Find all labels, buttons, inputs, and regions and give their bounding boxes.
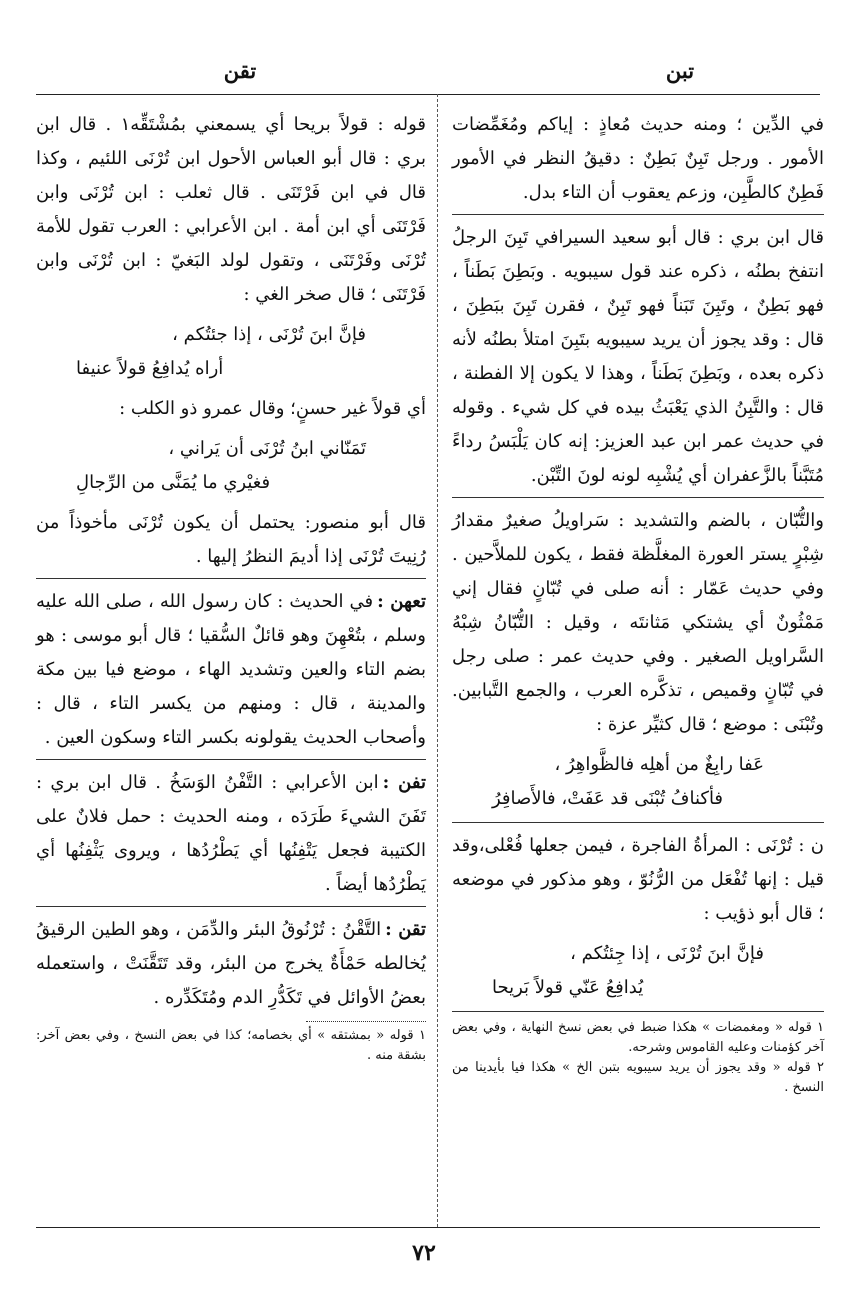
- verse: [36, 318, 426, 386]
- entry-taqan: [36, 913, 426, 1015]
- headword: تفن :: [382, 772, 426, 793]
- headword: تقن :: [385, 919, 427, 940]
- verse-line: فأكنافُ تُبْنَى قد عَفَتْ، فالأَصافِرُ: [492, 788, 724, 809]
- footnote-separator: [452, 1011, 824, 1012]
- footnote: ٢ قوله « وقد يجوز أن يريد سيبويه بتبن الخ » هكذا فيا بأيدينا من النسخ .: [452, 1060, 824, 1095]
- verse-line: تَمَنّاني ابنُ تُرْنَى أن يَراني ،: [168, 438, 366, 459]
- verse: [452, 748, 824, 816]
- left-column: [36, 108, 426, 1066]
- verse-line: عَفا رابِغٌ من أهلِه فالظَّواهِرُ ،: [554, 754, 764, 775]
- verse: [36, 432, 426, 500]
- entry-separator: [452, 497, 824, 498]
- entry-tafan: [36, 766, 426, 902]
- running-head-left: تقن: [223, 58, 257, 83]
- entry-text: أي قولاً غير حسنٍ؛ وقال عمرو ذو الكلب :: [119, 398, 426, 419]
- verse-line: أراه يُدافِعُ قولاً عنيفا: [76, 358, 224, 379]
- entry-body: في الحديث : كان رسول الله ، صلى الله عليه وسلم ، بتُعْهِنَ وهو قائلٌ السُّقيا ؛ قال أبو موسى : هو بضم التاء والعين وتشديد الهاء ، موضع فيا بين مكة والمدينة ، قال : ومنهم من يكسر التاء ، قال : وأصحاب الحديث يقولونه بكسر التاء وسكون العين .: [36, 591, 426, 748]
- entry-text: ن : تُرْنَى : المرأةُ الفاجرة ، فيمن جعلها فُعْلى،وقد قيل : إنها تُفْعَل من الرُّنُوّ ، وهو مذكور في موضعه ؛ قال أبو ذؤيب :: [452, 835, 824, 924]
- entry-separator: [452, 214, 824, 215]
- running-head-right: تبن: [665, 58, 695, 83]
- column-divider: [437, 94, 438, 1227]
- right-column: [452, 108, 824, 1098]
- entry-text: قال ابن بري : قال أبو سعيد السيرافي تَبِنَ الرجلُ انتفخ بطنُه ، ذكره عند قول سيبويه . وبَطِنَ بَطَناً ، فهو بَطِنٌ ، وتَبِنَ تَبَناً فهو تَبِنٌ ، فقرن تَبِنَ ببَطِنَ ، قال : وقد يجوز أن يريد سيبويه بتَبِنَ امتلأ بطنُه لأنه ذكره بعده ، وبَطِنَ بَطَناً ، وهذا لا يكون إلا الفطنة ، قال : والتَّبِنُ الذي يَعْبَثُ بيده في كل شيء . وقوله في حديث عمر ابن عبد العزيز: إنه كان يَلْبَسُ رداءً مُتَبَّناً بالزَّعفران أي يُشْبِه لونه لونَ التِّبْن.: [452, 227, 824, 486]
- entry-separator: [36, 906, 426, 907]
- entry-text: قال أبو منصور: يحتمل أن يكون تُرْنَى مأخوذاً من رُنِيتَ تُرْنَى إذا أديمَ النظرُ إليها .: [36, 512, 426, 567]
- top-rule: [36, 94, 820, 95]
- verse-line: يُدافِعُ عَنّي قولاً بَريحا: [492, 977, 644, 998]
- entry-text: في الدِّين ؛ ومنه حديث مُعاذٍ : إياكم ومُغَمِّضات الأمور . ورجل تَبِنٌ بَطِنٌ : دقيقُ النظر في الأمور فَطِنٌ كالطَّبِن، وزعم يعقوب أن التاء بدل.: [452, 114, 824, 203]
- verse-line: فغيْري ما يُمَنَّى من الرِّجالِ: [76, 472, 271, 493]
- entry-text: قوله : قولاً بريحا أي يسمعني بمُشْتَقِّه١ . قال ابن بري : قال أبو العباس الأحول ابن تُرْنَى اللئيم ، وكذا قال في ابن فَرْتَنَى . قال ثعلب : ابن تُرْنَى وابن فَرْتَنَى أي ابن أمة . ابن الأعرابي : العرب تقول للأمة تُرْنَى وفَرْتَنَى ، وتقول لولد البَغيّ : ابن تُرْنَى وابن فَرْتَنَى ؛ قال صخر الغي :: [36, 114, 426, 305]
- page-number: ٧٢: [412, 1240, 436, 1266]
- verse: [452, 937, 824, 1005]
- entry-separator: [36, 759, 426, 760]
- entry-separator: [36, 578, 426, 579]
- entry-separator: [452, 822, 824, 823]
- footnote-separator: [306, 1021, 426, 1022]
- entry-body: التَّقْنُ : تُرْنُوقُ البئر والدِّمَن ، وهو الطين الرقيقُ يُخالطه حَمْأَةٌ يخرج من البئر، وقد تَتَقَّنَتْ ، واستعمله بعضُ الأوائل في تَكَدُّرِ الدم ومُتَكَدِّره .: [36, 919, 426, 1008]
- entry-text: والتُّبّان ، بالضم والتشديد : سَراويلُ صغيرٌ مقدارُ شِبْرٍ يستر العورة المغلَّظة فقط ، يكون للملاَّحين . وفي حديث عَمّار : أنه صلى في تُبّانٍ فقال إني مَمْثُونٌ أي يشتكي مَثانتَه ، وقيل : التُّبّانُ شِبْهُ السَّراويل الصغير . وفي حديث عمر : صلى رجل في تُبّانٍ وقميص ، تذكَّره العرب ، والجمع التَّبابين. وتُبْنَى : موضع ؛ قال كثيِّر عزة :: [452, 510, 824, 735]
- footnote: ١ قوله « بمشتقه » أي بخصامه؛ كذا في بعض النسخ ، وفي بعض آخر: بشقة منه .: [36, 1028, 426, 1063]
- footnote: ١ قوله « ومغمضات » هكذا ضبط في بعض نسخ النهاية ، وفي بعض آخر كؤمنات وعليه القاموس وشرحه.: [452, 1020, 824, 1055]
- verse-line: فإنَّ ابنَ تُرْنَى ، إذا جئتُكم ،: [172, 324, 366, 345]
- headword: تعهن :: [377, 591, 426, 612]
- entry-tahan: [36, 585, 426, 755]
- entry-body: ابن الأعرابي : التَّفْنُ الوَسَخُ . قال ابن بري : تَفَنَ الشيءَ طَرَدَه ، ومنه الحديث : حمل فلانٌ على الكتيبة فجعل يَتْفِنُها أي يَطْرُدُها ، ويروى يَثْفِنُها أي يَطْرُدُها أيضاً .: [36, 772, 426, 895]
- bottom-rule: [36, 1227, 820, 1228]
- verse-line: فإنَّ ابنَ تُرْنَى ، إذا جِئتُكم ،: [570, 943, 764, 964]
